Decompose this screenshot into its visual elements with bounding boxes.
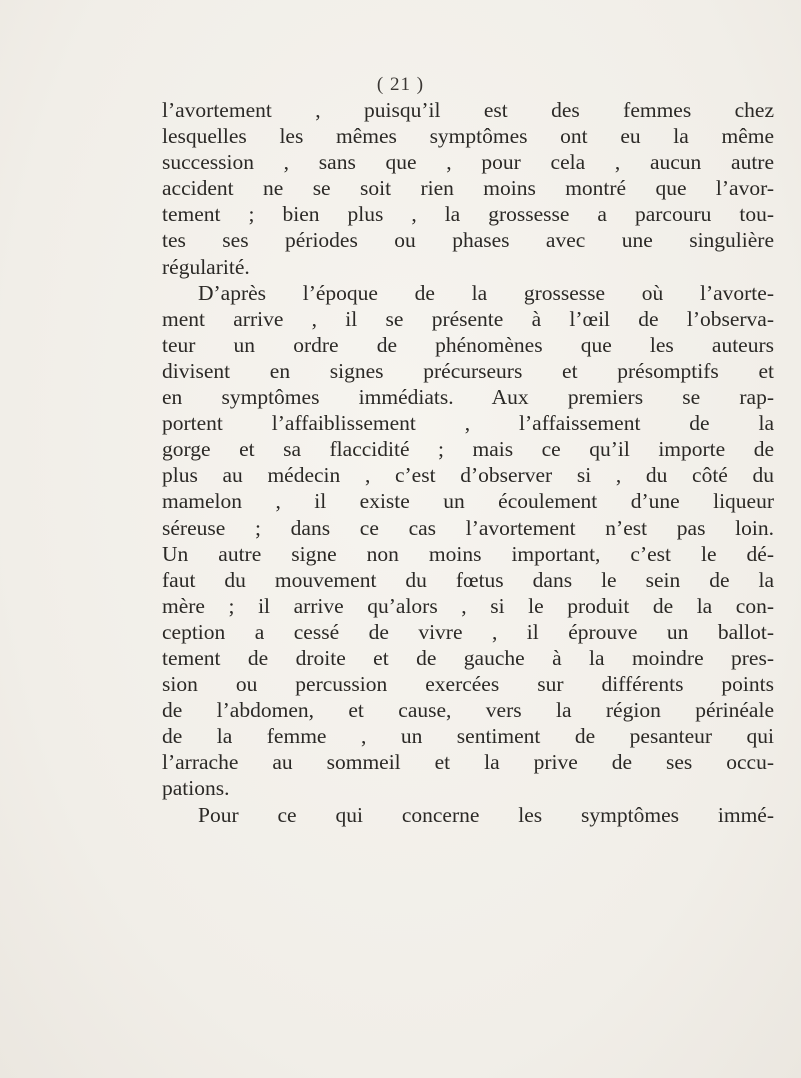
text-line: Un autre signe non moins important, c’est le dé- [162,541,774,566]
text-line: portent l’affaiblissement , l’affaissement de la [162,411,774,436]
text-line: teur un ordre de phénomènes que les auteurs [162,332,774,357]
text-line: mamelon , il existe un écoulement d’une liqueur [162,489,774,514]
page-number: ( 21 ) [376,74,425,95]
text-line: tement de droite et de gauche à la moindre pres- [162,645,774,670]
text-line: lesquelles les mêmes symptômes ont eu la même [162,124,774,149]
body-text [162,97,774,828]
text-line: régularité. [162,254,250,279]
paragraph-start-line: Pour ce qui concerne les symptômes immé- [198,802,774,827]
text-line: mère ; il arrive qu’alors , si le produit de la con- [162,593,774,618]
text-line: plus au médecin , c’est d’observer si , du côté du [162,463,774,488]
text-line: tement ; bien plus , la grossesse a parcouru tou- [162,202,774,227]
text-line: faut du mouvement du fœtus dans le sein de la [162,567,774,592]
text-line: ception a cessé de vivre , il éprouve un ballot- [162,619,774,644]
text-line: ment arrive , il se présente à l’œil de l’observa- [162,306,774,331]
text-line: divisent en signes précurseurs et présomptifs et [162,358,774,383]
paragraph-start-line: D’après l’époque de la grossesse où l’avorte- [198,280,774,305]
text-line: accident ne se soit rien moins montré que l’avor- [162,176,774,201]
text-line: sion ou percussion exercées sur différents points [162,672,774,697]
text-line: en symptômes immédiats. Aux premiers se rap- [162,385,774,410]
text-line: l’arrache au sommeil et la prive de ses occu- [162,750,774,775]
text-line: pations. [162,776,230,801]
text-line: de la femme , un sentiment de pesanteur qui [162,724,774,749]
text-line: l’avortement , puisqu’il est des femmes chez [162,98,774,122]
text-line: tes ses périodes ou phases avec une singulière [162,228,774,253]
text-line: succession , sans que , pour cela , aucun autre [162,150,774,175]
text-line: gorge et sa flaccidité ; mais ce qu’il importe de [162,437,774,462]
text-line: de l’abdomen, et cause, vers la région périnéale [162,698,774,723]
text-line: séreuse ; dans ce cas l’avortement n’est pas loin. [162,515,774,540]
